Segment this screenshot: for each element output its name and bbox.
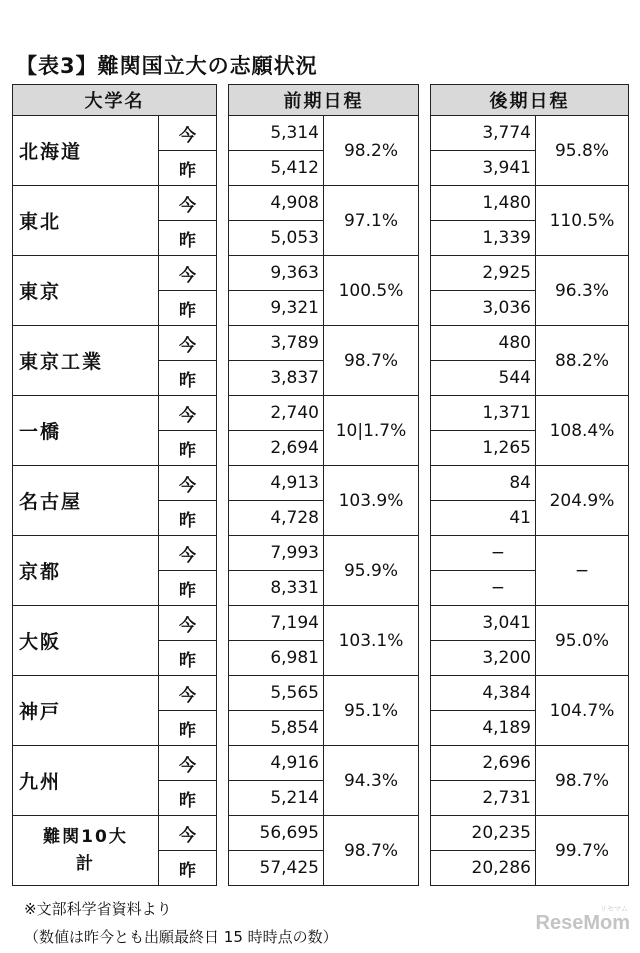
second-rate: 104.7% [536,676,629,746]
this-year-label: 今 [159,186,217,221]
first-rate: 100.5% [324,256,419,326]
column-gap [217,116,229,186]
first-rate: 95.9% [324,536,419,606]
table-row [13,116,629,151]
first-last-year: 5,214 [229,781,324,816]
header-first-schedule: 前期日程 [229,85,419,116]
first-last-year: 6,981 [229,641,324,676]
first-last-year: 57,425 [229,851,324,886]
this-year-label: 今 [159,746,217,781]
university-name: 東京工業 [13,326,159,396]
second-this-year: 84 [431,466,536,501]
first-last-year: 3,837 [229,361,324,396]
column-gap [419,256,431,326]
first-rate: 103.1% [324,606,419,676]
column-gap [217,326,229,396]
first-this-year: 4,908 [229,186,324,221]
table-row [13,816,629,851]
header-second-schedule: 後期日程 [431,85,629,116]
university-name: 東京 [13,256,159,326]
first-last-year: 8,331 [229,571,324,606]
second-this-year: 3,774 [431,116,536,151]
first-rate: 10|1.7% [324,396,419,466]
table-row [13,606,629,641]
second-this-year: 4,384 [431,676,536,711]
second-last-year: 3,200 [431,641,536,676]
column-gap [419,186,431,256]
column-gap [217,606,229,676]
last-year-label: 昨 [159,781,217,816]
column-gap [419,816,431,886]
this-year-label: 今 [159,256,217,291]
second-last-year: 3,036 [431,291,536,326]
second-rate: 95.0% [536,606,629,676]
table-row [13,676,629,711]
header-university: 大学名 [13,85,217,116]
first-this-year: 2,740 [229,396,324,431]
university-name [13,816,159,886]
university-name: 九州 [13,746,159,816]
first-last-year: 5,053 [229,221,324,256]
column-gap [419,746,431,816]
column-gap [217,186,229,256]
column-gap [419,326,431,396]
this-year-label: 今 [159,326,217,361]
column-gap [217,746,229,816]
second-rate: 95.8% [536,116,629,186]
second-this-year: − [431,536,536,571]
first-this-year: 9,363 [229,256,324,291]
second-last-year: 3,941 [431,151,536,186]
this-year-label: 今 [159,606,217,641]
first-rate: 98.7% [324,326,419,396]
detail-note: （数値は昨今とも出願最終日 15 時時点の数） [24,928,338,946]
last-year-label: 昨 [159,291,217,326]
second-rate: − [536,536,629,606]
second-last-year: 1,265 [431,431,536,466]
university-name: 一橋 [13,396,159,466]
second-rate: 204.9% [536,466,629,536]
first-this-year: 7,993 [229,536,324,571]
second-this-year: 2,696 [431,746,536,781]
column-gap [217,256,229,326]
applications-table [12,84,629,886]
second-last-year: 1,339 [431,221,536,256]
table-body [13,116,629,886]
column-gap [419,396,431,466]
last-year-label: 昨 [159,641,217,676]
university-name: 名古屋 [13,466,159,536]
logo-subtext: リセマム [600,906,628,913]
first-rate: 97.1% [324,186,419,256]
last-year-label: 昨 [159,431,217,466]
first-last-year: 5,854 [229,711,324,746]
column-gap [419,536,431,606]
first-last-year: 2,694 [229,431,324,466]
last-year-label: 昨 [159,221,217,256]
table-row [13,466,629,501]
total-label-line1: 難関10大 [43,827,128,848]
second-rate: 96.3% [536,256,629,326]
second-last-year: 544 [431,361,536,396]
last-year-label: 昨 [159,711,217,746]
first-this-year: 5,314 [229,116,324,151]
university-name: 北海道 [13,116,159,186]
last-year-label: 昨 [159,151,217,186]
this-year-label: 今 [159,116,217,151]
second-last-year: 41 [431,501,536,536]
second-rate: 110.5% [536,186,629,256]
second-last-year: 20,286 [431,851,536,886]
second-last-year: − [431,571,536,606]
university-name: 東北 [13,186,159,256]
column-gap [217,396,229,466]
second-last-year: 4,189 [431,711,536,746]
header-gap [217,85,229,116]
column-gap [419,676,431,746]
column-gap [419,466,431,536]
second-this-year: 1,480 [431,186,536,221]
university-name: 神戸 [13,676,159,746]
second-this-year: 480 [431,326,536,361]
second-rate: 98.7% [536,746,629,816]
second-rate: 88.2% [536,326,629,396]
logo-text: ReseMom [535,912,630,934]
column-gap [217,816,229,886]
this-year-label: 今 [159,536,217,571]
first-this-year: 4,913 [229,466,324,501]
first-last-year: 5,412 [229,151,324,186]
second-rate: 108.4% [536,396,629,466]
this-year-label: 今 [159,396,217,431]
column-gap [419,606,431,676]
last-year-label: 昨 [159,501,217,536]
university-name: 大阪 [13,606,159,676]
column-gap [419,116,431,186]
source-note: ※文部科学省資料より [24,900,172,918]
table-row [13,256,629,291]
header-gap [419,85,431,116]
second-rate: 99.7% [536,816,629,886]
first-rate: 98.7% [324,816,419,886]
last-year-label: 昨 [159,851,217,886]
first-rate: 95.1% [324,676,419,746]
last-year-label: 昨 [159,571,217,606]
first-this-year: 4,916 [229,746,324,781]
first-this-year: 56,695 [229,816,324,851]
first-this-year: 3,789 [229,326,324,361]
column-gap [217,466,229,536]
column-gap [217,676,229,746]
first-last-year: 4,728 [229,501,324,536]
second-this-year: 1,371 [431,396,536,431]
table-row [13,396,629,431]
table-row [13,326,629,361]
table-row [13,536,629,571]
last-year-label: 昨 [159,361,217,396]
second-this-year: 20,235 [431,816,536,851]
header-row [13,85,629,116]
first-last-year: 9,321 [229,291,324,326]
this-year-label: 今 [159,816,217,851]
table-row [13,186,629,221]
column-gap [217,536,229,606]
table-title: 【表3】難関国立大の志願状況 [16,54,318,78]
resemom-logo [535,906,630,935]
this-year-label: 今 [159,466,217,501]
first-this-year: 7,194 [229,606,324,641]
first-rate: 103.9% [324,466,419,536]
table-row [13,746,629,781]
first-this-year: 5,565 [229,676,324,711]
second-last-year: 2,731 [431,781,536,816]
university-name: 京都 [13,536,159,606]
this-year-label: 今 [159,676,217,711]
second-this-year: 2,925 [431,256,536,291]
second-this-year: 3,041 [431,606,536,641]
total-label-line2: 計 [76,853,95,874]
first-rate: 94.3% [324,746,419,816]
first-rate: 98.2% [324,116,419,186]
